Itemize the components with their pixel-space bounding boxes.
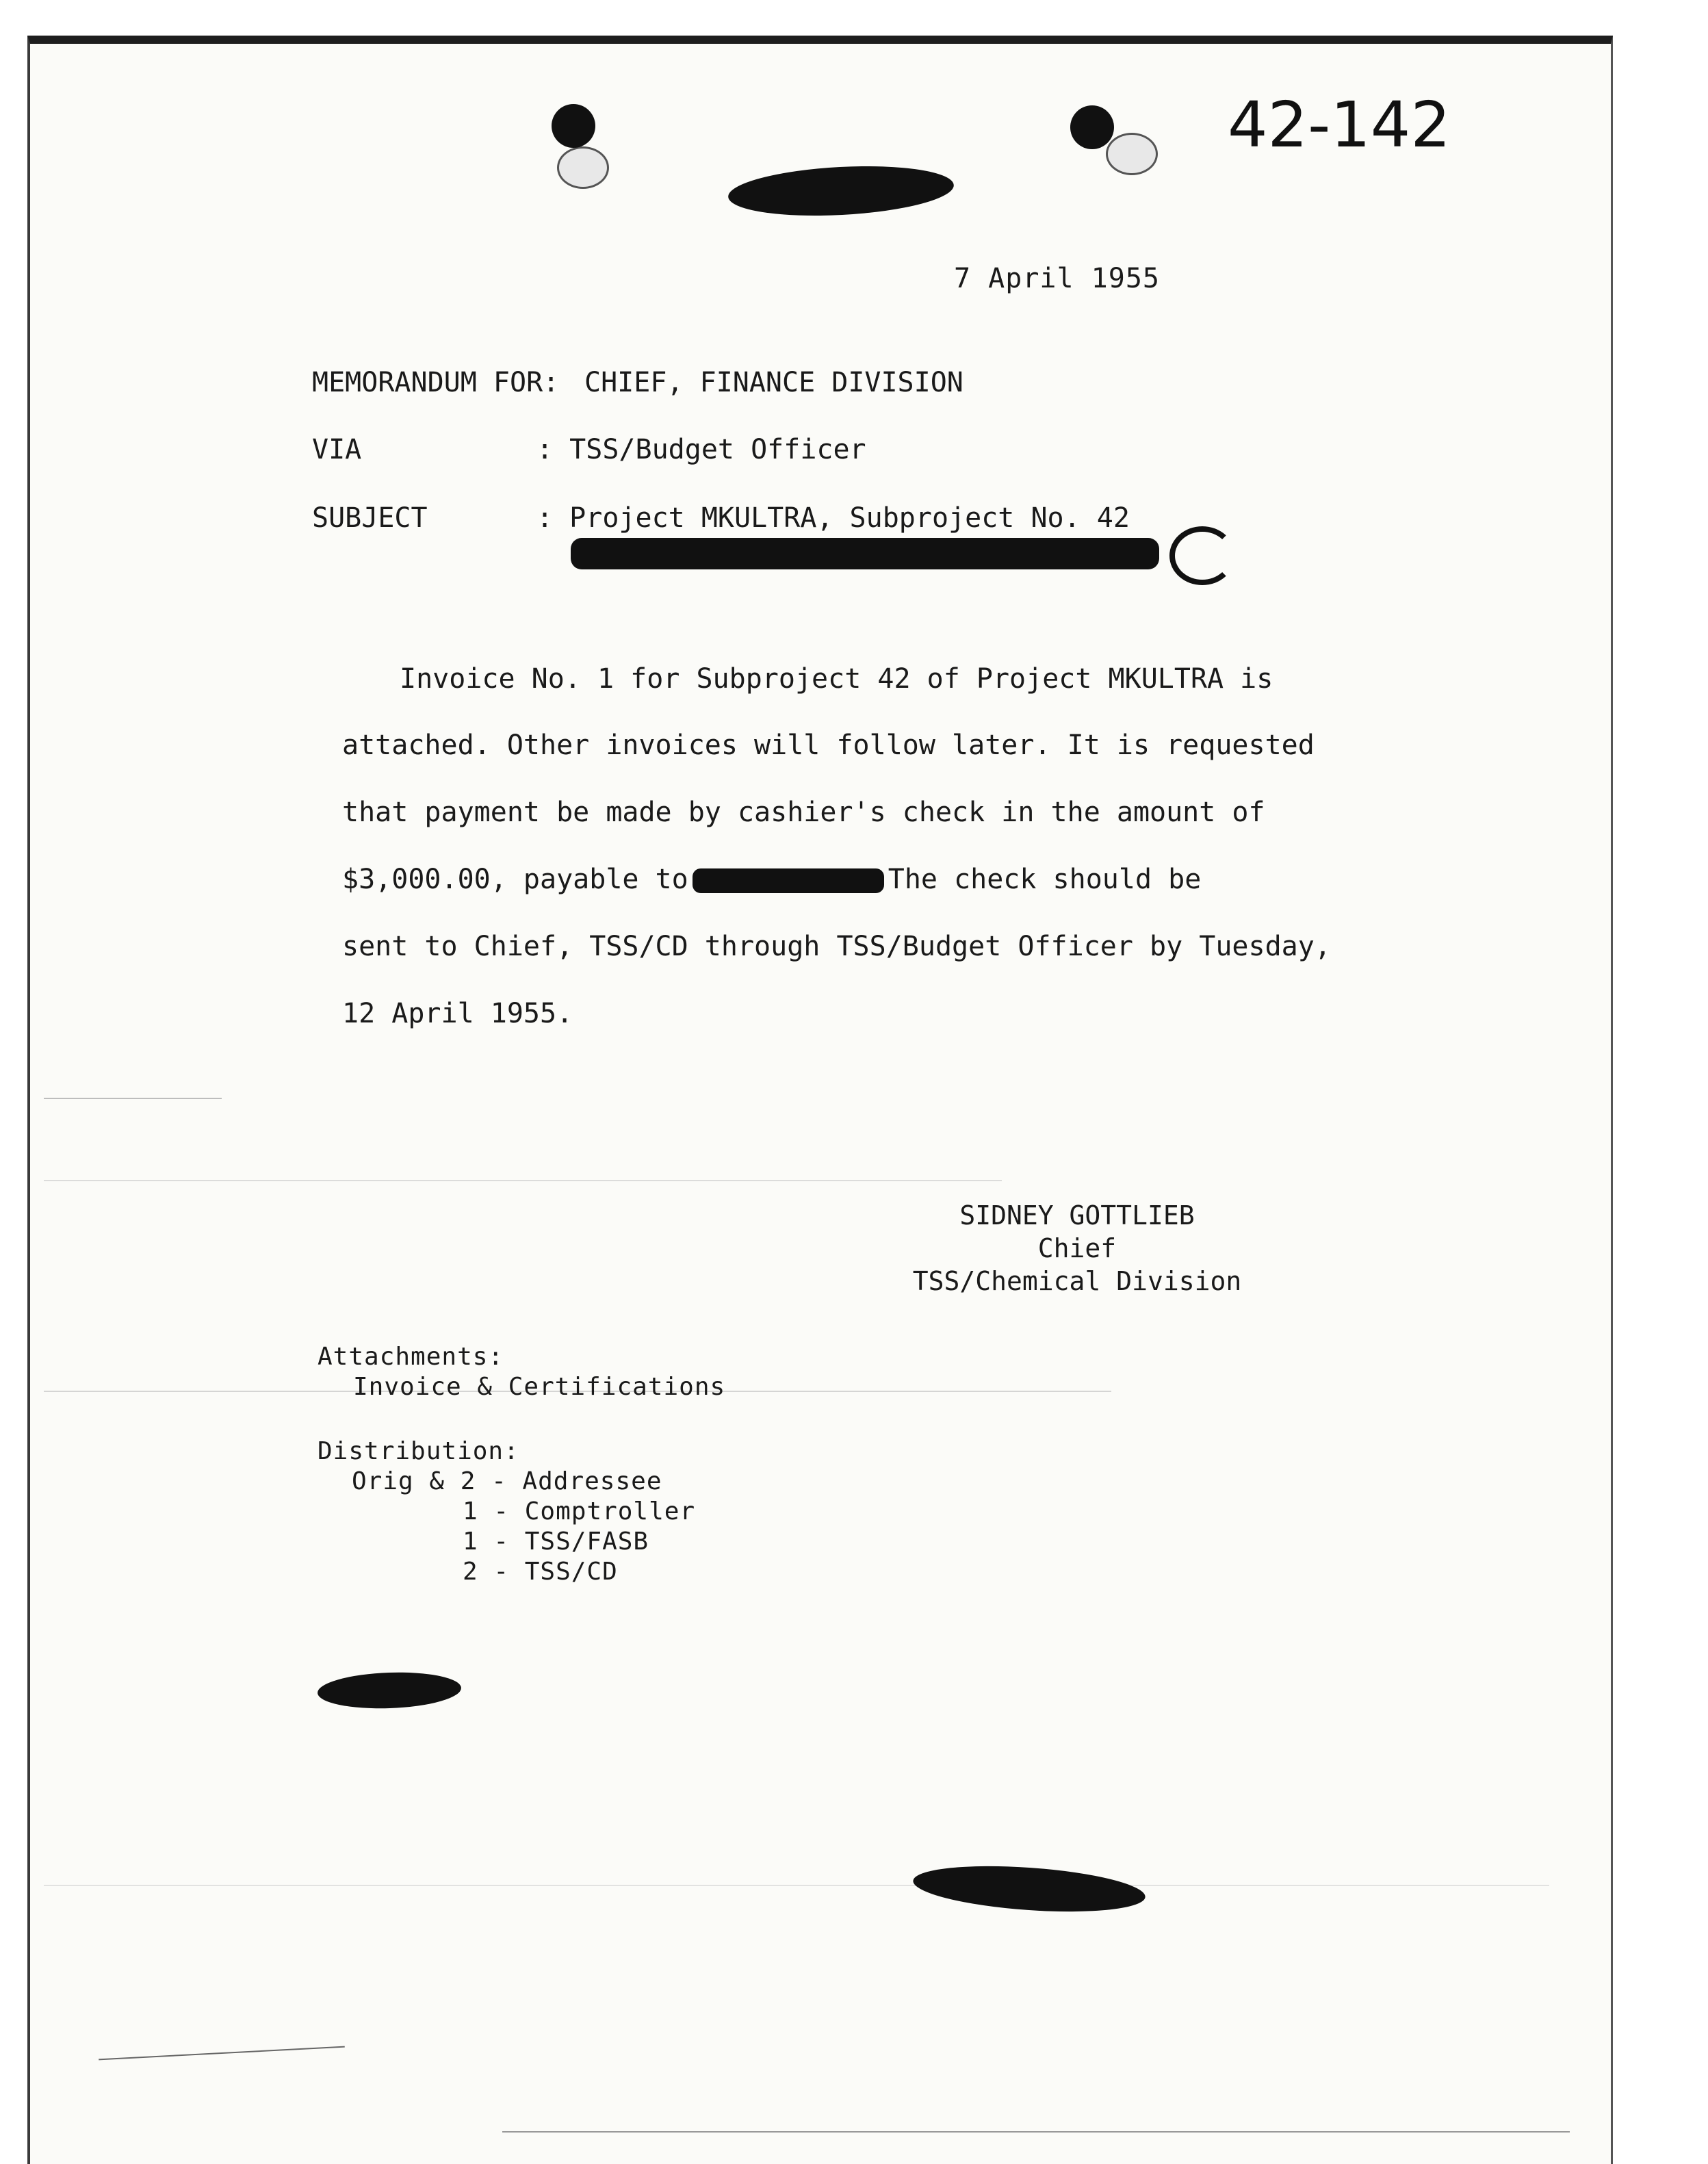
- memo-page: [27, 36, 1613, 2164]
- body-line-4-end: The check should be: [888, 864, 1202, 895]
- signature-title: Chief: [1037, 1233, 1117, 1263]
- via-value: : TSS/Budget Officer: [536, 434, 866, 465]
- distribution-recipient: TSS/CD: [524, 1558, 618, 1586]
- memo-for-label: MEMORANDUM FOR:: [312, 367, 560, 398]
- memo-for-value: CHIEF, FINANCE DIVISION: [584, 367, 963, 398]
- signature-name: SIDNEY GOTTLIEB: [959, 1200, 1195, 1231]
- subject-label: SUBJECT: [312, 502, 428, 534]
- distribution-row: 2 - TSS/CD: [463, 1558, 618, 1586]
- scan-noise: [44, 1180, 1002, 1181]
- redaction-blot: [727, 161, 955, 220]
- subject-value: : Project MKULTRA, Subproject No. 42: [536, 502, 1130, 534]
- distribution-count: 2: [463, 1558, 478, 1586]
- body-line-5: sent to Chief, TSS/CD through TSS/Budget Officer by Tuesday,: [342, 931, 1331, 962]
- distribution-count: 1: [463, 1528, 478, 1556]
- redaction-blot: [317, 1670, 462, 1710]
- handwritten-mark: [1169, 526, 1235, 585]
- body-line-4-start: $3,000.00, payable to: [342, 864, 688, 895]
- attachments-label: Attachments:: [318, 1343, 504, 1371]
- distribution-recipient: Addressee: [522, 1467, 662, 1495]
- distribution-row: 1 - Comptroller: [463, 1497, 696, 1525]
- body-line-4: [342, 864, 1201, 895]
- memo-date: 7 April 1955: [954, 263, 1160, 294]
- payee-redaction: [693, 868, 884, 893]
- distribution-recipient: TSS/FASB: [524, 1528, 649, 1556]
- scan-noise: [44, 1098, 222, 1099]
- scan-noise: [502, 2131, 1570, 2133]
- punch-hole: [1106, 133, 1158, 175]
- body-line-6: 12 April 1955.: [342, 998, 573, 1029]
- body-line-1: Invoice No. 1 for Subproject 42 of Project MKULTRA is: [400, 663, 1273, 695]
- via-label: VIA: [312, 434, 362, 465]
- distribution-row: 1 - TSS/FASB: [463, 1528, 649, 1556]
- handwritten-file-number: 42-142: [1228, 88, 1451, 162]
- scan-noise: [99, 2046, 345, 2061]
- redaction-blot: [911, 1859, 1146, 1918]
- punch-hole: [557, 146, 609, 189]
- body-line-3: that payment be made by cashier's check in the amount of: [342, 797, 1265, 828]
- distribution-count: 1: [463, 1497, 478, 1525]
- subject-redaction: [571, 538, 1159, 569]
- distribution-label: Distribution:: [318, 1437, 519, 1465]
- distribution-recipient: Comptroller: [524, 1497, 696, 1525]
- body-line-2: attached. Other invoices will follow later. It is requested: [342, 730, 1315, 761]
- punch-hole: [1070, 105, 1114, 149]
- attachments-item: Invoice & Certifications: [353, 1373, 726, 1401]
- signature-division: TSS/Chemical Division: [912, 1266, 1242, 1296]
- punch-hole: [552, 104, 595, 148]
- distribution-row: Orig & 2 - Addressee: [352, 1467, 662, 1495]
- scan-noise: [44, 1885, 1549, 1886]
- distribution-count: Orig & 2: [352, 1467, 476, 1495]
